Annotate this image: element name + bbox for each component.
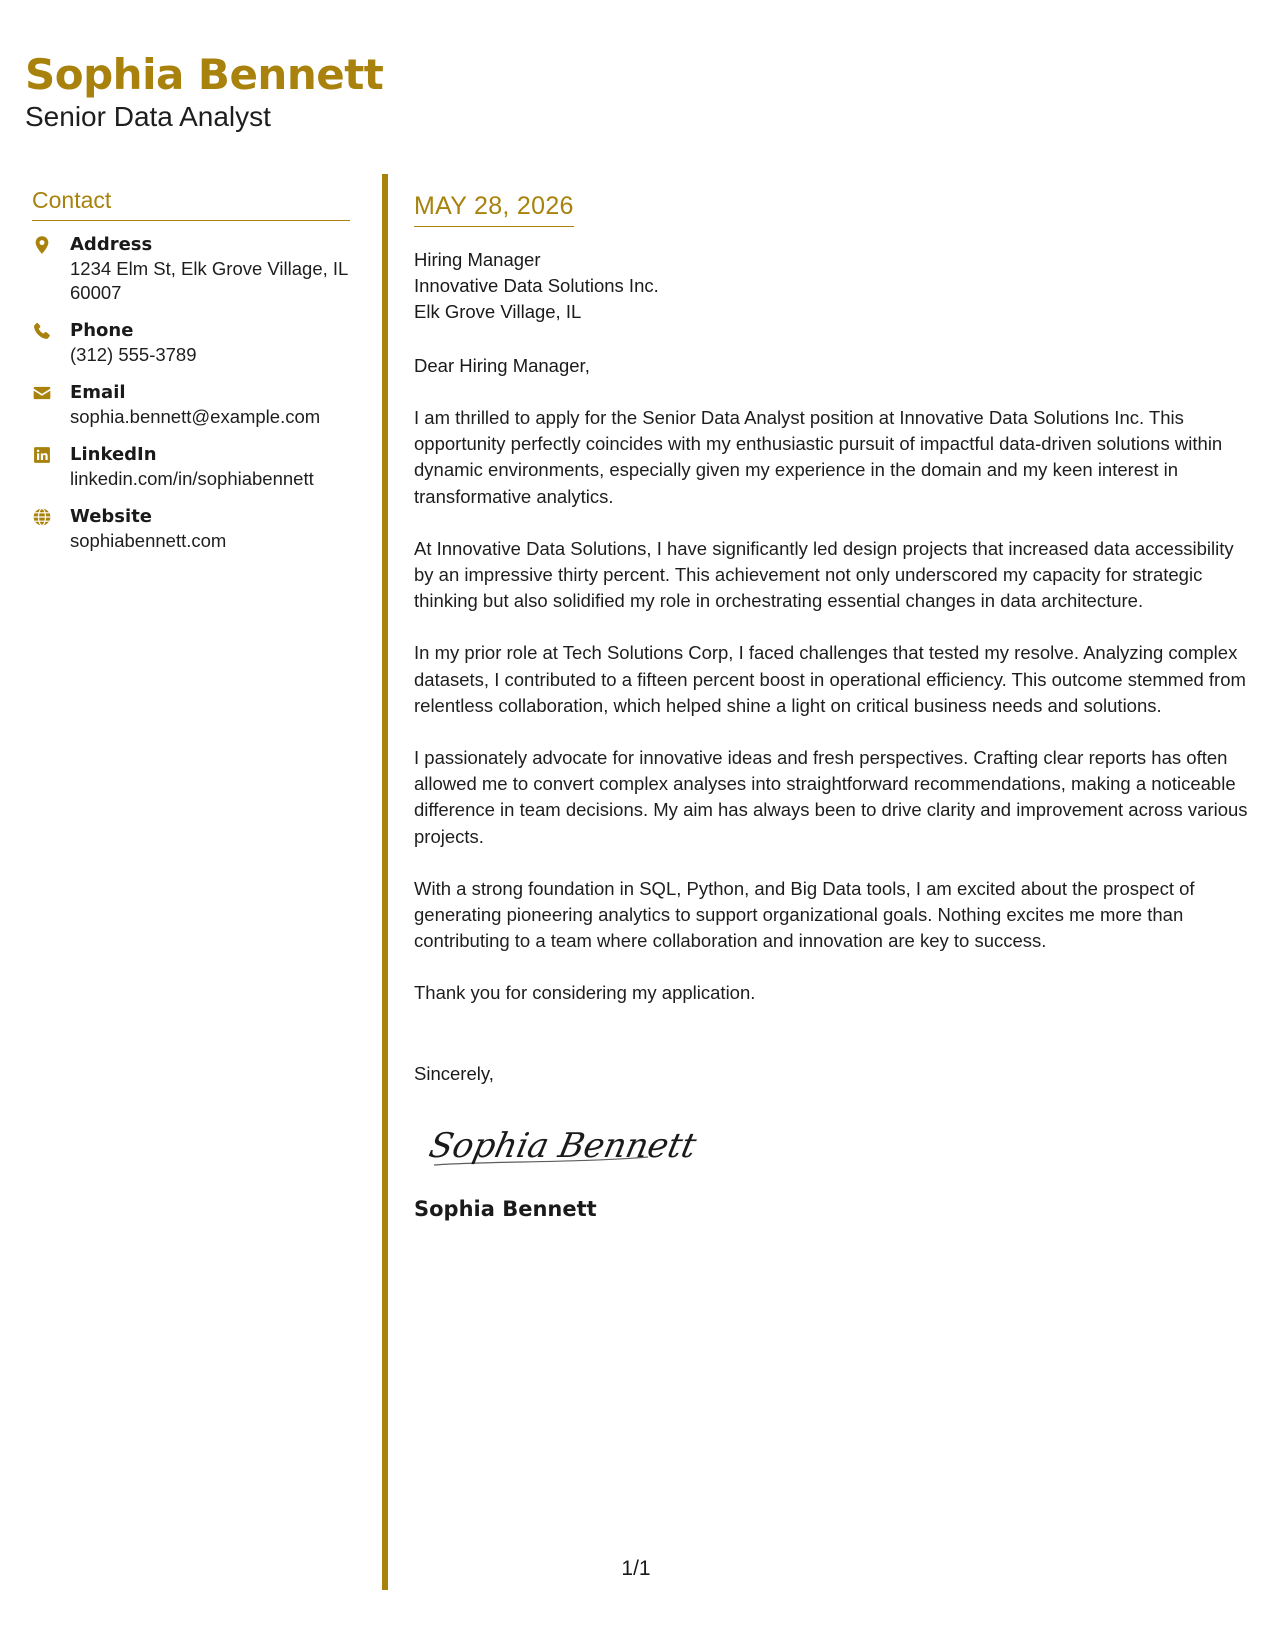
vertical-divider	[382, 174, 388, 1590]
closing: Sincerely,	[414, 1062, 494, 1084]
recipient-company: Innovative Data Solutions Inc.	[414, 275, 659, 296]
contact-item-website	[32, 505, 350, 553]
letter-date: MAY 28, 2026	[414, 190, 574, 227]
salutation: Dear Hiring Manager,	[414, 355, 590, 376]
contact-heading: Contact	[32, 186, 350, 221]
phone-value: (312) 555-3789	[70, 344, 197, 365]
applicant-name: Sophia Bennett	[25, 50, 384, 99]
body-paragraph: I passionately advocate for innovative ideas and fresh perspectives. Crafting clear reports has often allowed me to convert complex analyses into straightforward recommendations, making a noticeable difference in team decisions. My aim has always been to drive clarity and improvement across various projects.	[414, 747, 1248, 847]
linkedin-value: linkedin.com/in/sophiabennett	[70, 468, 314, 489]
letter-header	[25, 48, 383, 134]
website-label: Website	[70, 506, 153, 527]
phone-label: Phone	[70, 320, 134, 341]
email-value: sophia.bennett@example.com	[70, 406, 321, 427]
linkedin-label: LinkedIn	[70, 444, 157, 465]
contact-item-phone	[32, 319, 350, 367]
envelope-icon	[32, 383, 54, 405]
handwritten-signature	[425, 1117, 700, 1177]
applicant-title: Senior Data Analyst	[25, 101, 271, 132]
contact-item-linkedin	[32, 443, 350, 491]
globe-icon	[32, 507, 54, 529]
map-pin-icon	[32, 235, 54, 257]
website-value: sophiabennett.com	[70, 530, 227, 551]
recipient-block	[414, 247, 1254, 325]
recipient-name: Hiring Manager	[414, 249, 541, 270]
contact-item-email	[32, 381, 350, 429]
letter-body	[414, 190, 1254, 1223]
body-paragraph: I am thrilled to apply for the Senior Data Analyst position at Innovative Data Solutions Inc. This opportunity perfectly coincides with my enthusiastic pursuit of impactful data-driven solutions within dynamic environments, especially given my experience in the domain and my keen interest in transformative analytics.	[414, 407, 1223, 507]
address-label: Address	[70, 234, 153, 255]
body-paragraph: With a strong foundation in SQL, Python, and Big Data tools, I am excited about the prospect of generating pioneering analytics to support organizational goals. Nothing excites me more than contributing to a team where collaboration and innovation are key to success.	[414, 877, 1195, 952]
page-number: 1/1	[621, 1557, 651, 1580]
body-paragraph: In my prior role at Tech Solutions Corp, I faced challenges that tested my resolve. Analyzing complex datasets, I contributed to a fifteen percent boost in operational efficiency. This outcome stemmed from relentless collaboration, which helped shine a light on critical business needs and solutions.	[414, 642, 1246, 716]
recipient-location: Elk Grove Village, IL	[414, 301, 582, 322]
contact-sidebar	[32, 186, 350, 567]
linkedin-icon	[32, 445, 54, 467]
phone-icon	[32, 321, 54, 343]
signature-text: Sophia Bennett	[425, 1126, 700, 1166]
body-paragraph: Thank you for considering my application.	[414, 982, 756, 1004]
email-label: Email	[70, 382, 126, 403]
address-value: 1234 Elm St, Elk Grove Village, IL 60007	[70, 258, 348, 303]
body-paragraph: At Innovative Data Solutions, I have significantly led design projects that increased data accessibility by an impressive thirty percent. This achievement not only underscored my capacity for strategic thinking but also solidified my role in orchestrating essential changes in data architecture.	[414, 537, 1234, 612]
contact-item-address	[32, 233, 350, 305]
signer-name: Sophia Bennett	[414, 1196, 597, 1221]
